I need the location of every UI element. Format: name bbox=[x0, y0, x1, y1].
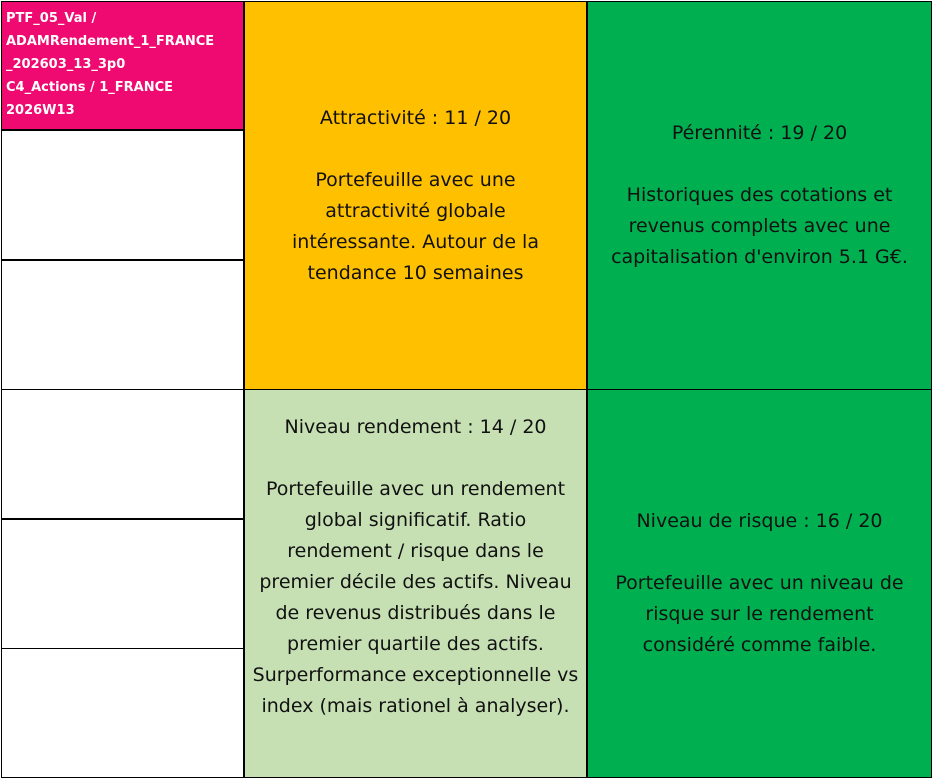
perennite-panel bbox=[587, 1, 932, 390]
rendement-panel bbox=[244, 389, 587, 778]
rendement-description: Portefeuille avec un rendement global significatif. Ratio rendement / risque dans le premier décile des actifs. Niveau de revenus distribués dans le premier quartile des actifs. Surperformance exceptionnelle vs index (mais rationel à analyser). bbox=[252, 478, 579, 717]
empty-cell-1 bbox=[1, 130, 244, 260]
empty-cell-3 bbox=[1, 389, 244, 519]
risque-description: Portefeuille avec un niveau de risque sur le rendement considéré comme faible. bbox=[615, 572, 904, 656]
empty-cell-4 bbox=[1, 519, 244, 649]
attractivite-title: Attractivité : 11 / 20 bbox=[319, 106, 512, 129]
perennite-title: Pérennité : 19 / 20 bbox=[671, 122, 848, 144]
empty-cell-5 bbox=[1, 648, 244, 778]
risque-title: Niveau de risque : 16 / 20 bbox=[636, 510, 883, 532]
attractivite-panel bbox=[244, 1, 587, 390]
rendement-title: Niveau rendement : 14 / 20 bbox=[284, 416, 547, 438]
empty-cell-2 bbox=[1, 260, 244, 390]
perennite-description: Historiques des cotations et revenus complets avec une capitalisation d'environ 5.1 G€. bbox=[611, 184, 908, 268]
risque-panel bbox=[587, 389, 932, 778]
portfolio-header-cell: PTF_05_Val / ADAMRendement_1_FRANCE _202603_13_3p0 C4_Actions / 1_FRANCE 2026W13 bbox=[1, 1, 244, 130]
attractivite-description: Portefeuille avec une attractivité globale intéressante. Autour de la tendance 10 semaines bbox=[292, 168, 539, 284]
